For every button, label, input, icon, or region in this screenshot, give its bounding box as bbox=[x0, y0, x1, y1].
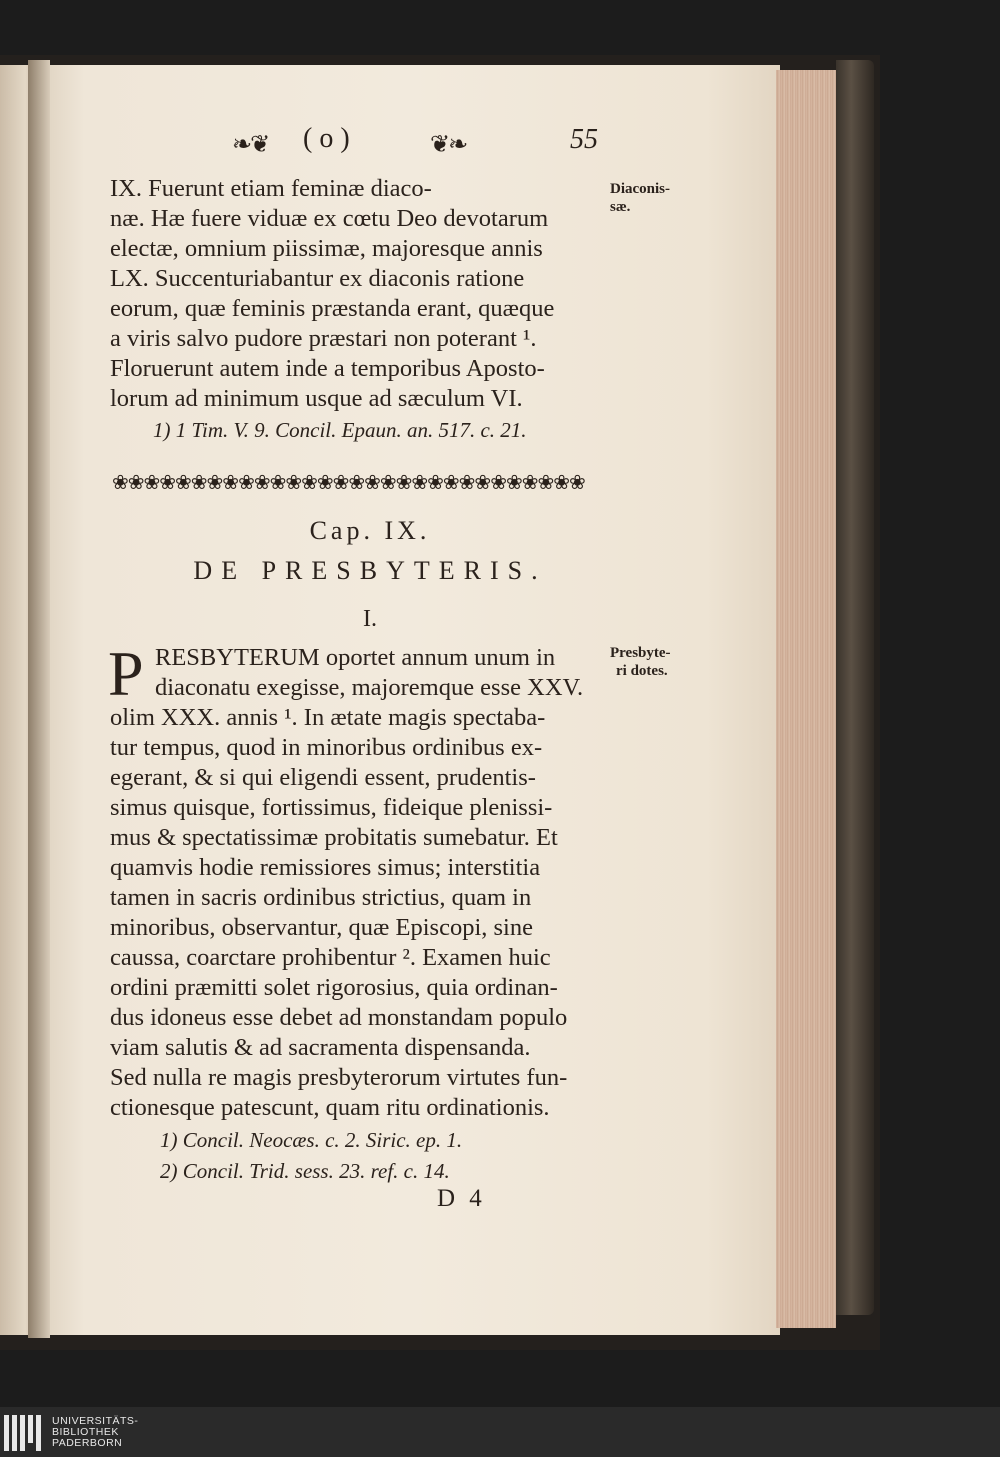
library-logo-text bbox=[52, 1416, 138, 1449]
page-fore-edge bbox=[776, 70, 836, 1328]
text-line: diaconatu exegisse, majoremque esse XXV. bbox=[155, 674, 584, 701]
page-number: 55 bbox=[570, 124, 598, 155]
text-line: ordini præmitti solet rigorosius, quia ordinan- bbox=[110, 974, 558, 1001]
drop-cap: P bbox=[108, 638, 144, 709]
text-line: IX. Fuerunt etiam feminæ diaco- bbox=[110, 175, 432, 202]
text-line: quamvis hodie remissiores simus; interstitia bbox=[110, 854, 541, 881]
logo-line: UNIVERSITÄTS- bbox=[52, 1415, 139, 1427]
footnote: 1) Concil. Neocæs. c. 2. Siric. ep. 1. bbox=[160, 1128, 463, 1152]
text-line: egerant, & si qui eligendi essent, prudentis- bbox=[110, 764, 536, 791]
text-line: simus quisque, fortissimus, fideique plenissi- bbox=[110, 794, 553, 821]
margin-note-diaconissae bbox=[610, 180, 670, 216]
margin-note-line: Diaconis- bbox=[610, 181, 670, 197]
footnote: 1) 1 Tim. V. 9. Concil. Epaun. an. 517. c. 21. bbox=[153, 418, 527, 442]
text-line: LX. Succenturiabantur ex diaconis ratione bbox=[110, 265, 525, 292]
text-line: mus & spectatissimæ probitatis sumebatur. Et bbox=[110, 824, 558, 851]
text-line: viam salutis & ad sacramenta dispensanda. bbox=[110, 1034, 531, 1061]
footnote: 2) Concil. Trid. sess. 23. ref. c. 14. bbox=[160, 1159, 450, 1183]
margin-note-presbyteri bbox=[610, 644, 671, 680]
text-line: a viris salvo pudore præstari non poterant ¹. bbox=[110, 325, 537, 352]
chapter-number: Cap. IX. bbox=[309, 516, 431, 545]
signature-mark: D 4 bbox=[437, 1185, 486, 1212]
margin-note-line: sæ. bbox=[610, 199, 631, 215]
text-line: Sed nulla re magis presbyterorum virtutes fun- bbox=[110, 1064, 568, 1091]
margin-note-line: ri dotes. bbox=[616, 663, 668, 679]
bracket-mark: ( o ) bbox=[303, 123, 350, 154]
library-logo-icon bbox=[4, 1415, 44, 1451]
ornamental-divider: ❀❀❀❀❀❀❀❀❀❀❀❀❀❀❀❀❀❀❀❀❀❀❀❀❀❀❀❀❀❀ bbox=[112, 472, 585, 492]
text-line: eorum, quæ feminis præstanda erant, quæque bbox=[110, 295, 555, 322]
text-line: electæ, omnium piissimæ, majoresque annis bbox=[110, 235, 543, 262]
logo-line: BIBLIOTHEK bbox=[52, 1426, 119, 1438]
section-i-text bbox=[108, 638, 610, 1123]
section-number: I. bbox=[363, 606, 377, 632]
text-line: lorum ad minimum usque ad sæculum VI. bbox=[110, 385, 523, 412]
text-line: dus idoneus esse debet ad monstandam populo bbox=[110, 1004, 568, 1031]
section-ix-text bbox=[110, 174, 610, 414]
text-line: ctionesque patescunt, quam ritu ordinationis. bbox=[110, 1094, 550, 1121]
text-line: minoribus, observantur, quæ Episcopi, sine bbox=[110, 914, 533, 941]
book-cover-edge bbox=[836, 60, 874, 1315]
chapter-title: DE PRESBYTERIS. bbox=[193, 556, 547, 585]
ornament-right: ❦❧ bbox=[430, 132, 467, 158]
text-line: tamen in sacris ordinibus strictius, quam in bbox=[110, 884, 532, 911]
logo-line: PADERBORN bbox=[52, 1437, 123, 1449]
margin-note-line: Presbyte- bbox=[610, 645, 671, 661]
text-line: næ. Hæ fuere viduæ ex cœtu Deo devotarum bbox=[110, 205, 549, 232]
page-gutter bbox=[28, 60, 50, 1338]
text-line: tur tempus, quod in minoribus ordinibus ex- bbox=[110, 734, 543, 761]
ornament-left: ❧❦ bbox=[232, 132, 269, 158]
text-line: olim XXX. annis ¹. In ætate magis spectaba- bbox=[110, 704, 546, 731]
library-footer bbox=[0, 1407, 1000, 1457]
text-line: caussa, coarctare prohibentur ². Examen huic bbox=[110, 944, 551, 971]
text-line: RESBYTERUM oportet annum unum in bbox=[155, 644, 556, 671]
text-line: Floruerunt autem inde a temporibus Aposto- bbox=[110, 355, 545, 382]
